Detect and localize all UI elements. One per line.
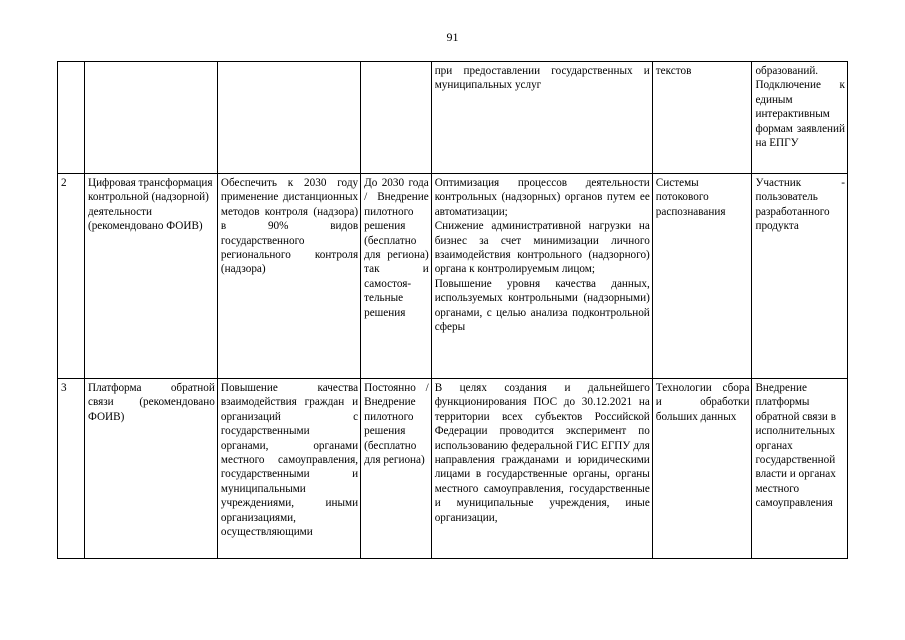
effect-cell: образований. Подключение к единым интерактивным формам заявлений на ЕПГУ — [752, 62, 848, 174]
description-paragraph: Оптимизация процессов деятельности контрольных (надзорных) органов путем ее автоматизации; — [434, 177, 650, 218]
description-cell: при предоставлении государственных и муниципальных услуг — [431, 62, 652, 174]
term-cell — [361, 62, 432, 174]
measure-name-cell: Цифровая трансформация контрольной (надзорной) деятельности (рекомендовано ФОИВ) — [84, 174, 217, 379]
goal-cell — [217, 62, 360, 174]
term-cell: Постоянно / Внедрение пилотного решения (бесплатно для региона) — [361, 379, 432, 559]
effect-cell: Внедрение платформы обратной связи в исполнительных органах государственной власти и органах местного самоуправления — [752, 379, 848, 559]
technology-cell: текстов — [652, 62, 752, 174]
effect-cell: Участник - пользователь разработанного продукта — [752, 174, 848, 379]
description-cell — [431, 174, 652, 379]
description-paragraph: Снижение административной нагрузки на бизнес за счет минимизации личного взаимодействия контрольного (надзорного) органа к контролируемым лицом; — [434, 220, 650, 276]
table-row — [58, 379, 848, 559]
measure-name-cell — [84, 62, 217, 174]
measures-table — [57, 61, 848, 559]
measure-name-cell: Платформа обратной связи (рекомендовано ФОИВ) — [84, 379, 217, 559]
technology-cell: Технологии сбора и обработки больших данных — [652, 379, 752, 559]
table-row — [58, 62, 848, 174]
row-number-cell: 2 — [58, 174, 85, 379]
term-cell: До 2030 года / Внедрение пилотного решения (бесплатно для региона) так и самостоя-тельные решения — [361, 174, 432, 379]
table-row — [58, 174, 848, 379]
row-number-cell — [58, 62, 85, 174]
description-paragraph: Повышение уровня качества данных, используемых контрольными (надзорными) органами, с целью анализа подконтрольной сферы — [434, 277, 650, 334]
page-number: 91 — [446, 30, 459, 44]
technology-cell: Системы потокового распознавания — [652, 174, 752, 379]
goal-cell: Повышение качества взаимодействия граждан и организаций с государственными органами, органами местного самоуправления, государственными и муниципальными учреждениями, иными организациями, осуществляющими — [217, 379, 360, 559]
goal-cell: Обеспечить к 2030 году применение дистанционных методов контроля (надзора) в 90% видов государственного регионального контроля (надзора) — [217, 174, 360, 379]
row-number-cell: 3 — [58, 379, 85, 559]
description-cell: В целях создания и дальнейшего функционирования ПОС до 30.12.2021 на территории всех субъектов Российской Федерации проводится эксперимент по использованию федеральной ГИС ЕГПУ для направления гражданами и юридическими лицами в государственные органы, органы местного самоуправления, государственные и муниципальные учреждения, иные организации, — [431, 379, 652, 559]
